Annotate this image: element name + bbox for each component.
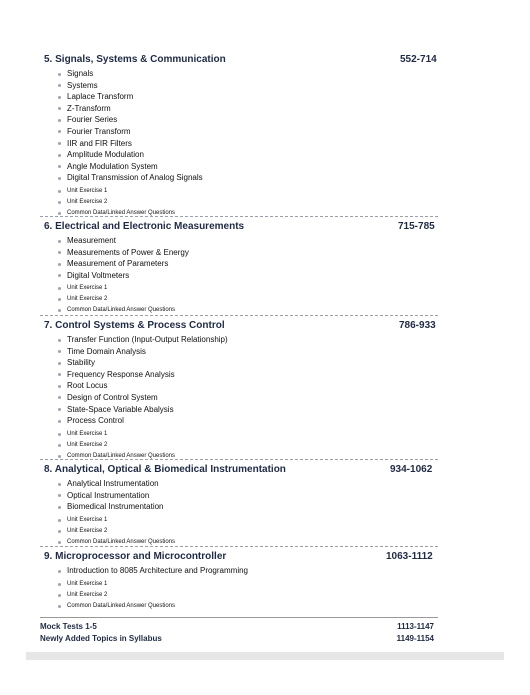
bullet-icon [58,84,61,87]
list-item [0,114,530,126]
bullet-icon [58,190,61,193]
list-item [0,283,530,294]
bullet-icon [58,240,61,243]
footer-row-mock-tests [40,622,438,634]
bullet-icon [58,420,61,423]
exercise-list [0,579,530,612]
list-item [0,334,530,346]
list-item [0,91,530,103]
section-8 [0,464,530,548]
bullet-icon [58,130,61,133]
topic-list [0,68,530,184]
list-item [0,478,530,490]
topic-label: Digital Voltmeters [67,270,130,280]
topic-label: Optical Instrumentation [67,490,150,500]
topic-label: Digital Transmission of Analog Signals [67,173,203,183]
topic-list [0,235,530,281]
topic-label: Fourier Transform [67,126,131,136]
bullet-icon [58,519,61,522]
bullet-icon [58,583,61,586]
list-item [0,126,530,138]
bullet-icon [58,594,61,597]
topic-label: IIR and FIR Filters [67,138,132,148]
section-7 [0,320,530,462]
topic-label: Design of Control System [67,392,158,402]
list-item [0,197,530,208]
bullet-icon [58,541,61,544]
bullet-icon [58,433,61,436]
topic-label: Analytical Instrumentation [67,479,159,488]
exercise-label: Unit Exercise 1 [67,187,108,194]
bullet-icon [58,605,61,608]
exercise-label: Common Data/Linked Answer Questions [67,538,176,545]
exercise-label: Unit Exercise 1 [67,580,108,587]
section-title: 7. Control Systems & Process Control [44,320,225,331]
exercise-list [0,515,530,548]
bullet-icon [58,494,61,497]
exercise-label: Unit Exercise 2 [67,527,108,534]
section-page-range: 934-1062 [390,464,433,475]
section-divider [40,216,438,217]
footer-divider [40,617,438,618]
list-item [0,440,530,451]
bullet-icon [58,396,61,399]
bullet-icon [58,251,61,254]
bullet-icon [58,362,61,365]
bullet-icon [58,309,61,312]
section-6 [0,221,530,316]
section-title: 8. Analytical, Optical & Biomedical Instrumentation [44,464,286,475]
list-item [0,526,530,537]
list-item [0,490,530,502]
list-item [0,590,530,601]
topic-label: Laplace Transform [67,92,134,102]
list-item [0,369,530,381]
list-item [0,515,530,526]
list-item [0,258,530,270]
topic-label: Angle Modulation System [67,161,158,171]
list-item [0,579,530,590]
topic-label: Biomedical Instrumentation [67,502,164,512]
bullet-icon [58,373,61,376]
bullet-icon [58,96,61,99]
bullet-icon [58,107,61,110]
topic-label: Systems [67,80,98,90]
section-heading [0,464,530,478]
exercise-list [0,283,530,316]
topic-label: Z-Transform [67,103,111,113]
exercise-label: Unit Exercise 1 [67,516,108,523]
topic-list [0,478,530,513]
list-item [0,451,530,462]
list-item [0,294,530,305]
section-divider [40,315,438,316]
bullet-icon [58,385,61,388]
topic-label: Root Locus [67,381,108,391]
section-page-range: 1063-1112 [386,551,433,562]
topic-label: Introduction to 8085 Architecture and Programming [67,566,248,575]
exercise-label: Unit Exercise 2 [67,441,108,448]
bullet-icon [58,408,61,411]
exercise-list [0,429,530,462]
bullet-icon [58,73,61,76]
topic-label: State-Space Variable Abalysis [67,404,174,414]
bullet-icon [58,263,61,266]
bullet-icon [58,530,61,533]
exercise-label: Common Data/Linked Answer Questions [67,307,176,314]
bottom-band [26,652,504,660]
list-item [0,270,530,282]
footer-row-new-topics [40,634,438,646]
bullet-icon [58,165,61,168]
exercise-label: Unit Exercise 2 [67,198,108,205]
bullet-icon [58,201,61,204]
topic-label: Measurements of Power & Energy [67,247,189,257]
list-item [0,235,530,247]
list-item [0,501,530,513]
list-item [0,208,530,219]
list-item [0,392,530,404]
list-item [0,103,530,115]
footer-page-range: 1149-1154 [396,634,434,643]
topic-list [0,565,530,577]
list-item [0,565,530,577]
section-5 [0,54,530,219]
list-item [0,429,530,440]
topic-list [0,334,530,427]
bullet-icon [58,142,61,145]
section-title: 9. Microprocessor and Microcontroller [44,551,227,562]
list-item [0,68,530,80]
bullet-icon [58,350,61,353]
exercise-label: Unit Exercise 2 [67,591,108,598]
exercise-list [0,186,530,219]
list-item [0,138,530,150]
list-item [0,404,530,416]
topic-label: Signals [67,69,94,78]
section-page-range: 552-714 [400,54,437,65]
list-item [0,601,530,612]
bullet-icon [58,455,61,458]
bullet-icon [58,298,61,301]
list-item [0,80,530,92]
exercise-label: Common Data/Linked Answer Questions [67,209,176,216]
bullet-icon [58,154,61,157]
section-heading [0,320,530,334]
section-page-range: 715-785 [398,221,435,232]
bullet-icon [58,506,61,509]
exercise-label: Unit Exercise 1 [67,430,108,437]
footer-page-range: 1113-1147 [397,622,434,631]
bullet-icon [58,483,61,486]
topic-label: Time Domain Analysis [67,346,146,356]
section-heading [0,54,530,68]
topic-label: Measurement [67,236,116,245]
topic-label: Process Control [67,416,124,426]
bullet-icon [58,274,61,277]
bullet-icon [58,287,61,290]
list-item [0,247,530,259]
topic-label: Transfer Function (Input-Output Relationship) [67,335,228,344]
bullet-icon [58,212,61,215]
bullet-icon [58,177,61,180]
section-page-range: 786-933 [399,320,436,331]
list-item [0,172,530,184]
bullet-icon [58,570,61,573]
exercise-label: Unit Exercise 2 [67,296,108,303]
list-item [0,161,530,173]
list-item [0,186,530,197]
footer-label: Newly Added Topics in Syllabus [40,634,162,643]
section-title: 6. Electrical and Electronic Measurements [44,221,245,232]
section-title: 5. Signals, Systems & Communication [44,54,226,65]
exercise-label: Common Data/Linked Answer Questions [67,602,176,609]
bullet-icon [58,444,61,447]
bullet-icon [58,339,61,342]
list-item [0,357,530,369]
topic-label: Fourier Series [67,115,118,125]
section-9 [0,551,530,612]
section-divider [40,459,438,460]
topic-label: Amplitude Modulation [67,150,144,160]
footer-label: Mock Tests 1-5 [40,622,97,631]
section-heading [0,551,530,565]
exercise-label: Unit Exercise 1 [67,285,108,292]
section-divider [40,546,438,547]
list-item [0,415,530,427]
list-item [0,346,530,358]
topic-label: Measurement of Parameters [67,259,169,269]
bullet-icon [58,119,61,122]
list-item [0,149,530,161]
exercise-label: Common Data/Linked Answer Questions [67,452,176,459]
topic-label: Stability [67,358,96,368]
section-heading [0,221,530,235]
topic-label: Frequency Response Analysis [67,369,175,379]
list-item [0,380,530,392]
